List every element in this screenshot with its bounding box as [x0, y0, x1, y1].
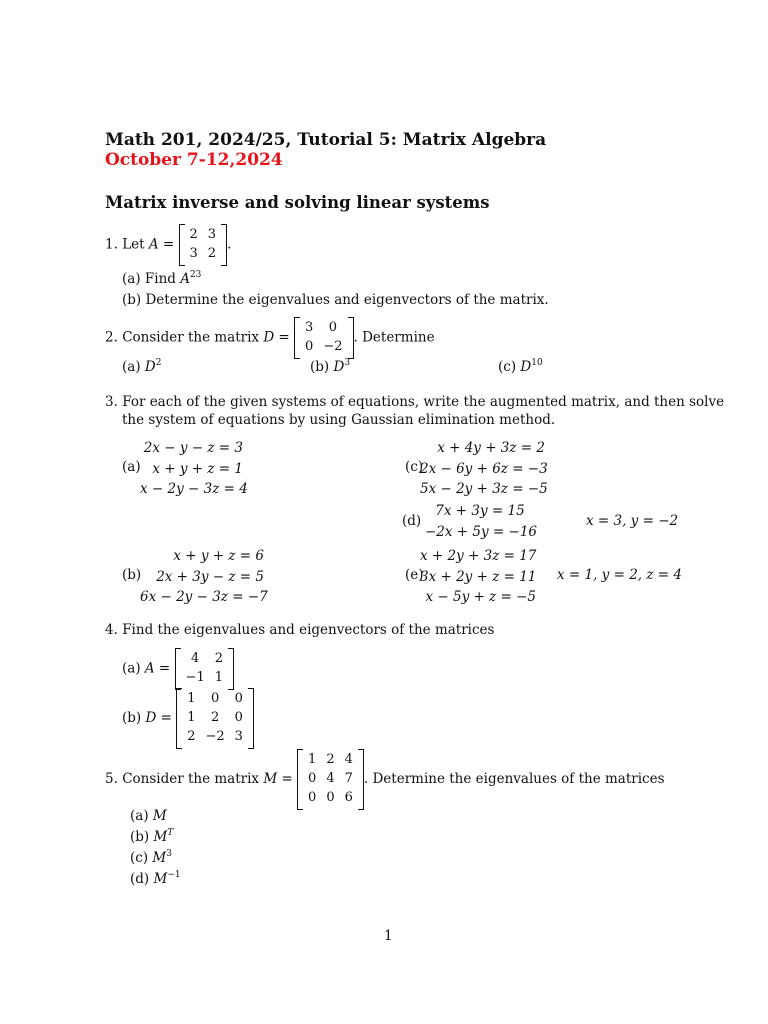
q5-matrix [297, 751, 364, 808]
q1-period: . [227, 236, 232, 253]
equation: x + y + z = 6 [173, 548, 264, 564]
q3a-system [140, 438, 248, 500]
q2-intro: Consider the matrix [122, 329, 264, 346]
part-var: D [333, 359, 345, 375]
q4-text: Find the eigenvalues and eigenvectors of the matrices [122, 622, 495, 638]
q1-var: A [148, 236, 159, 253]
part-text: Determine the eigenvalues and eigenvectors of the matrix. [145, 292, 549, 308]
matrix-cell: 1 [214, 669, 223, 685]
q3d-label: (d) [402, 513, 422, 529]
q1-matrix [179, 226, 228, 264]
part-var: D [144, 359, 156, 375]
part-exponent: 3 [166, 849, 172, 859]
matrix-cell: 0 [305, 338, 314, 354]
matrix-cell: 4 [190, 651, 200, 666]
q5-after: . Determine the eigenvalues of the matrices [363, 770, 665, 787]
part-var: A [144, 660, 155, 677]
equation: x + y + z = 1 [152, 460, 243, 477]
q3e-label: (e) [405, 567, 424, 583]
q5-part-d [130, 871, 181, 887]
page-title: Math 201, 2024/25, Tutorial 5: Matrix Algebra [105, 130, 547, 150]
matrix-cell: 0 [234, 691, 243, 706]
question-2 [105, 319, 435, 357]
q2-var: D [263, 329, 275, 346]
part-equals: = [154, 660, 175, 677]
q3d-answer: x = 3, y = −2 [586, 513, 679, 529]
q3c-label: (c) [405, 459, 424, 475]
matrix-cell: 0 [326, 789, 335, 805]
part-label: (a) [122, 271, 141, 287]
part-var: M [153, 829, 168, 845]
part-label: (b) [130, 829, 150, 845]
q2-after: . Determine [353, 329, 435, 346]
q1-part-a [122, 271, 201, 287]
matrix-cell: 2 [207, 245, 217, 261]
matrix-cell: 7 [344, 770, 353, 786]
q5-equals: = [277, 770, 298, 787]
matrix-cell: 4 [326, 770, 335, 786]
part-label: (d) [130, 871, 150, 887]
matrix-cell: 4 [344, 752, 353, 767]
q3-text-line2: the system of equations by using Gaussian elimination method. [122, 412, 556, 428]
equation: 5x − 2y + 3z = −5 [420, 481, 548, 497]
q3-text-line1: For each of the given systems of equations, write the augmented matrix, and then solve [122, 394, 725, 410]
matrix-cell: 2 [210, 709, 220, 725]
matrix-cell: −2 [205, 728, 225, 744]
equation: 2x − y − z = 3 [143, 440, 243, 456]
equation: 3x + 2y + z = 11 [420, 568, 537, 585]
q1-part-b [122, 292, 549, 308]
q2-part-a [122, 359, 161, 375]
matrix-cell: 3 [305, 320, 314, 335]
question-5 [105, 751, 665, 808]
q5-part-a [130, 808, 167, 824]
part-label: (c) [130, 850, 149, 866]
part-var: A [180, 271, 190, 287]
section-heading: Matrix inverse and solving linear systems [105, 193, 490, 212]
matrix-cell: 3 [234, 728, 243, 744]
matrix-cell: 0 [210, 691, 220, 706]
equation: −2x + 5y = −16 [425, 523, 538, 540]
q5-intro: Consider the matrix [122, 770, 264, 787]
q4-number: 4. [105, 622, 118, 638]
question-4 [105, 622, 494, 638]
part-var: M [152, 808, 167, 824]
matrix-cell: 0 [308, 770, 317, 786]
part-exponent: 10 [531, 358, 543, 368]
q5-var: M [263, 770, 278, 787]
equation: 2x + 3y − z = 5 [156, 568, 264, 585]
equation: x + 4y + 3z = 2 [437, 440, 545, 456]
q2-matrix [294, 319, 353, 357]
part-exponent: −1 [167, 870, 181, 880]
q1-equals: = [158, 236, 179, 253]
matrix-cell: 3 [207, 227, 217, 242]
q3b-label: (b) [122, 567, 142, 583]
equation: 6x − 2y − 3z = −7 [140, 589, 268, 605]
matrix-cell: 0 [234, 709, 243, 725]
q4-part-a [122, 650, 234, 688]
q3e-answer: x = 1, y = 2, z = 4 [557, 567, 682, 583]
q4-part-b [122, 690, 254, 747]
q3e-system [420, 546, 536, 608]
matrix-cell: 2 [326, 752, 335, 767]
part-exponent: 2 [155, 358, 162, 368]
matrix-cell: 2 [187, 728, 196, 744]
part-var: M [152, 850, 167, 866]
q4b-matrix [176, 690, 254, 747]
q5-part-b [130, 829, 173, 845]
part-label: (a) [122, 660, 141, 677]
part-exponent: T [167, 828, 174, 838]
part-label: (a) [130, 808, 149, 824]
matrix-cell: 2 [189, 227, 198, 242]
part-var: D [520, 359, 532, 375]
matrix-cell: 1 [187, 709, 196, 725]
part-text: Find [144, 271, 181, 287]
part-label: (b) [310, 359, 330, 375]
q5-number: 5. [105, 770, 118, 787]
q3-number: 3. [105, 394, 118, 410]
q3d-system [425, 501, 538, 542]
q3c-system [420, 438, 548, 500]
q4a-matrix [175, 650, 234, 688]
q3b-system [140, 546, 268, 608]
q2-equals: = [274, 329, 295, 346]
q1-intro: Let [122, 236, 149, 253]
q2-part-c [498, 359, 543, 375]
matrix-cell: 1 [187, 691, 196, 706]
matrix-cell: 0 [328, 320, 338, 335]
matrix-cell: −2 [323, 338, 343, 354]
part-equals: = [156, 709, 177, 726]
part-label: (b) [122, 292, 142, 308]
part-exponent: 3 [344, 358, 351, 368]
date-subtitle: October 7-12,2024 [105, 150, 283, 170]
q1-number: 1. [105, 236, 118, 253]
equation: x − 5y + z = −5 [425, 589, 536, 605]
matrix-cell: 6 [344, 789, 353, 805]
part-label: (c) [498, 359, 517, 375]
part-exponent: 23 [189, 270, 202, 280]
matrix-cell: 3 [189, 245, 198, 261]
equation: x − 2y − 3z = 4 [140, 481, 248, 497]
equation: 7x + 3y = 15 [435, 503, 525, 519]
q3a-label: (a) [122, 459, 141, 475]
equation: x + 2y + 3z = 17 [420, 548, 537, 564]
question-3 [105, 394, 724, 410]
part-label: (a) [122, 359, 141, 375]
matrix-cell: 2 [214, 651, 223, 666]
page-number: 1 [384, 928, 393, 944]
q2-part-b [310, 359, 350, 375]
matrix-cell: 0 [308, 789, 317, 805]
part-var: D [145, 709, 157, 726]
part-var: M [153, 871, 168, 887]
q5-part-c [130, 850, 172, 866]
question-1 [105, 226, 231, 264]
part-label: (b) [122, 709, 142, 726]
matrix-cell: 1 [308, 752, 317, 767]
equation: 2x − 6y + 6z = −3 [420, 460, 548, 477]
q2-number: 2. [105, 329, 118, 346]
matrix-cell: −1 [185, 669, 205, 685]
